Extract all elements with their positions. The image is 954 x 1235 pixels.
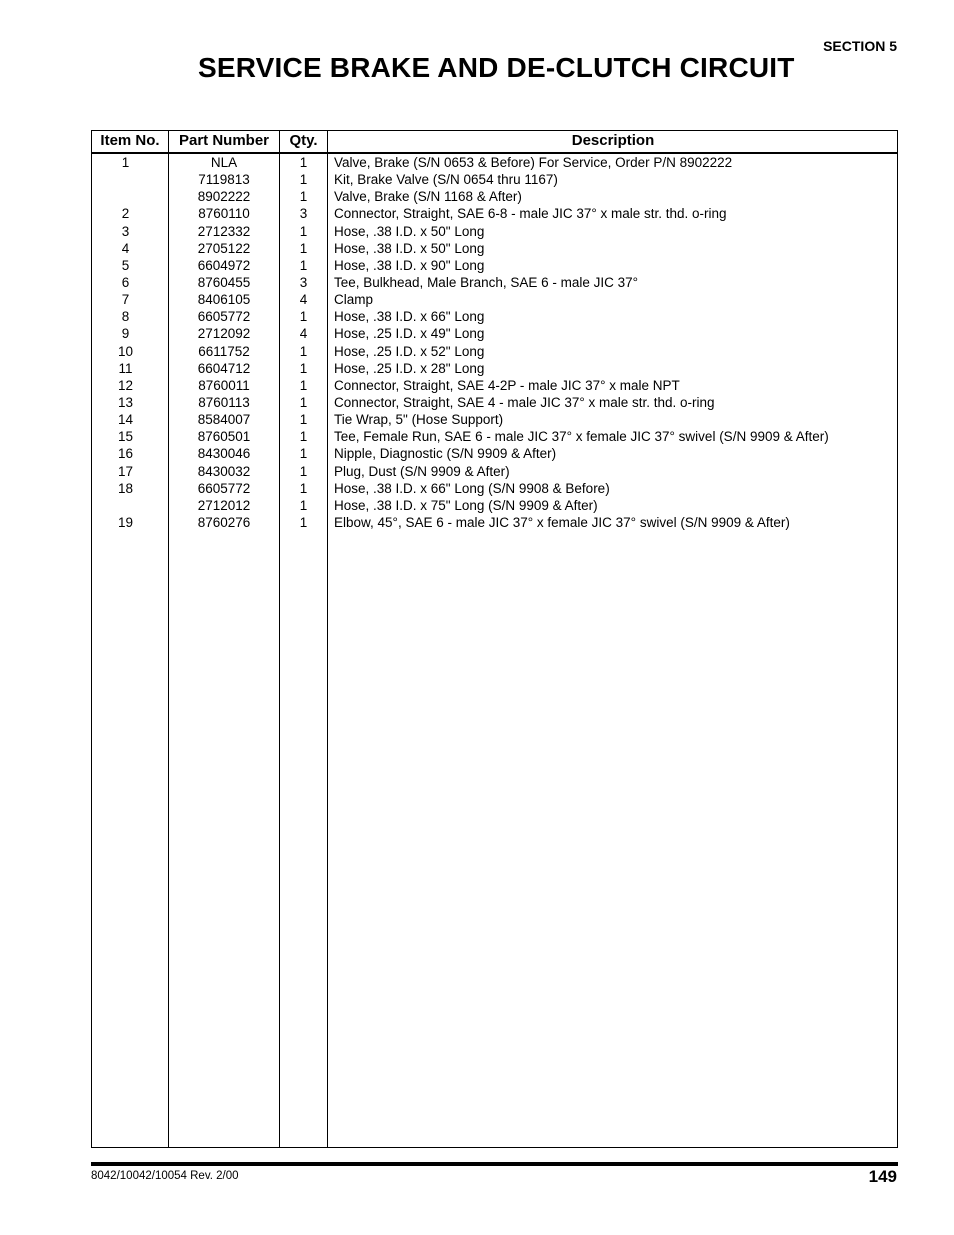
table-row <box>92 171 897 188</box>
description-cell: Hose, .38 I.D. x 90" Long <box>334 257 485 273</box>
item-number-cell: 7 <box>121 292 130 308</box>
description-cell: Hose, .25 I.D. x 49" Long <box>334 326 485 342</box>
description-cell: Tee, Female Run, SAE 6 - male JIC 37° x female JIC 37° swivel (S/N 9909 & After) <box>334 429 829 445</box>
item-number-cell: 8 <box>121 309 130 325</box>
item-number-cell: 15 <box>117 429 134 445</box>
table-row <box>92 154 897 171</box>
item-number-cell: 12 <box>117 377 134 393</box>
description-cell: Connector, Straight, SAE 4 - male JIC 37° x male str. thd. o-ring <box>334 394 715 410</box>
description-cell: Plug, Dust (S/N 9909 & After) <box>334 463 510 479</box>
item-number-cell: 18 <box>117 480 134 496</box>
page-number: 149 <box>868 1167 897 1186</box>
description-cell: Tie Wrap, 5" (Hose Support) <box>334 412 504 428</box>
item-number-cell: 9 <box>121 326 130 342</box>
table-row <box>92 308 897 325</box>
description-cell: Kit, Brake Valve (S/N 0654 thru 1167) <box>334 172 558 188</box>
part-number-cell: 6611752 <box>198 343 250 359</box>
quantity-cell: 1 <box>299 343 308 359</box>
table-row <box>92 360 897 377</box>
part-number-cell: 8430032 <box>197 463 251 479</box>
table-row <box>92 343 897 360</box>
item-number-cell: 2 <box>121 206 130 222</box>
part-number-cell: 8584007 <box>197 412 251 428</box>
item-number-cell: 16 <box>117 446 134 462</box>
part-number-cell: 6604972 <box>197 257 251 273</box>
quantity-cell: 1 <box>299 394 308 410</box>
part-number-cell: 2712012 <box>197 497 251 513</box>
item-number-cell: 17 <box>117 463 134 479</box>
quantity-cell: 1 <box>299 172 308 188</box>
table-row <box>92 394 897 411</box>
page-title: SERVICE BRAKE AND DE-CLUTCH CIRCUIT <box>198 52 795 83</box>
quantity-cell: 1 <box>299 309 308 325</box>
quantity-cell: 1 <box>299 155 308 170</box>
quantity-cell: 1 <box>299 480 308 496</box>
table-row <box>92 205 897 222</box>
table-row <box>92 240 897 257</box>
part-number-cell: 8902222 <box>197 189 251 205</box>
table-row <box>92 428 897 445</box>
quantity-cell: 1 <box>299 360 308 376</box>
quantity-cell: 1 <box>299 463 308 479</box>
part-number-cell: 2705122 <box>197 240 251 256</box>
table-row <box>92 377 897 394</box>
table-row <box>92 274 897 291</box>
description-cell: Connector, Straight, SAE 6-8 - male JIC 37° x male str. thd. o-ring <box>334 206 727 222</box>
part-number-cell: 8760276 <box>197 514 251 530</box>
quantity-cell: 1 <box>299 257 308 273</box>
item-number-cell: 13 <box>117 394 134 410</box>
quantity-cell: 1 <box>299 497 308 513</box>
description-cell: Hose, .38 I.D. x 50" Long <box>334 223 485 239</box>
header-part-number: Part Number <box>178 132 270 149</box>
item-number-cell: 3 <box>121 223 130 239</box>
item-number-cell: 6 <box>121 274 130 290</box>
item-number-cell: 14 <box>117 412 134 428</box>
part-number-cell: 8406105 <box>197 292 251 308</box>
item-number-cell: 1 <box>121 155 130 170</box>
footer-rule <box>91 1162 898 1166</box>
quantity-cell: 3 <box>299 206 308 222</box>
description-cell: Hose, .25 I.D. x 28" Long <box>334 360 485 376</box>
part-number-cell: 8430046 <box>197 446 251 462</box>
quantity-cell: 1 <box>299 446 308 462</box>
table-row <box>92 188 897 205</box>
header-item-no: Item No. <box>100 132 160 149</box>
description-cell: Hose, .25 I.D. x 52" Long <box>334 343 485 359</box>
table-row <box>92 445 897 462</box>
quantity-cell: 1 <box>299 412 308 428</box>
description-cell: Valve, Brake (S/N 1168 & After) <box>334 189 522 205</box>
quantity-cell: 1 <box>299 223 308 239</box>
table-row <box>92 411 897 428</box>
quantity-cell: 1 <box>299 189 308 205</box>
quantity-cell: 4 <box>299 326 308 342</box>
description-cell: Hose, .38 I.D. x 66" Long <box>334 309 485 325</box>
part-number-cell: 8760455 <box>197 274 251 290</box>
quantity-cell: 4 <box>299 292 308 308</box>
description-cell: Hose, .38 I.D. x 50" Long <box>334 240 485 256</box>
part-number-cell: 8760110 <box>198 206 250 222</box>
part-number-cell: 2712332 <box>197 223 251 239</box>
table-row <box>92 257 897 274</box>
item-number-cell: 5 <box>121 257 130 273</box>
item-number-cell: 10 <box>117 343 134 359</box>
description-cell: Elbow, 45°, SAE 6 - male JIC 37° x female JIC 37° swivel (S/N 9909 & After) <box>334 514 790 530</box>
part-number-cell: 6605772 <box>197 309 251 325</box>
quantity-cell: 1 <box>299 377 308 393</box>
table-body <box>92 154 897 531</box>
quantity-cell: 1 <box>299 514 308 530</box>
part-number-cell: 2712092 <box>197 326 251 342</box>
item-number-cell: 11 <box>118 360 133 376</box>
item-number-cell: 4 <box>121 240 130 256</box>
part-number-cell: 8760011 <box>198 377 250 393</box>
part-number-cell: 6604712 <box>197 360 251 376</box>
part-number-cell: 8760501 <box>197 429 251 445</box>
table-row <box>92 480 897 497</box>
description-cell: Hose, .38 I.D. x 75" Long (S/N 9909 & After) <box>334 497 598 513</box>
document-reference: 8042/10042/10054 Rev. 2/00 <box>91 1170 239 1182</box>
table-row <box>92 514 897 531</box>
item-number-cell: 19 <box>117 514 134 530</box>
quantity-cell: 1 <box>299 240 308 256</box>
parts-table <box>91 130 898 1148</box>
header-description: Description <box>571 132 655 149</box>
description-cell: Tee, Bulkhead, Male Branch, SAE 6 - male JIC 37° <box>334 274 639 290</box>
table-row <box>92 497 897 514</box>
table-row <box>92 291 897 308</box>
part-number-cell: 8760113 <box>198 394 250 410</box>
description-cell: Hose, .38 I.D. x 66" Long (S/N 9908 & Before) <box>334 480 610 496</box>
table-header <box>92 131 897 154</box>
description-cell: Clamp <box>334 292 374 308</box>
description-cell: Valve, Brake (S/N 0653 & Before) For Service, Order P/N 8902222 <box>334 155 733 170</box>
header-qty: Qty. <box>289 132 318 149</box>
part-number-cell: 6605772 <box>197 480 251 496</box>
section-label: SECTION 5 <box>823 38 897 54</box>
quantity-cell: 3 <box>299 274 308 290</box>
table-row <box>92 463 897 480</box>
description-cell: Connector, Straight, SAE 4-2P - male JIC 37° x male NPT <box>334 377 680 393</box>
quantity-cell: 1 <box>299 429 308 445</box>
part-number-cell: NLA <box>210 155 238 170</box>
description-cell: Nipple, Diagnostic (S/N 9909 & After) <box>334 446 557 462</box>
table-row <box>92 325 897 342</box>
table-row <box>92 223 897 240</box>
part-number-cell: 7119813 <box>198 172 250 188</box>
